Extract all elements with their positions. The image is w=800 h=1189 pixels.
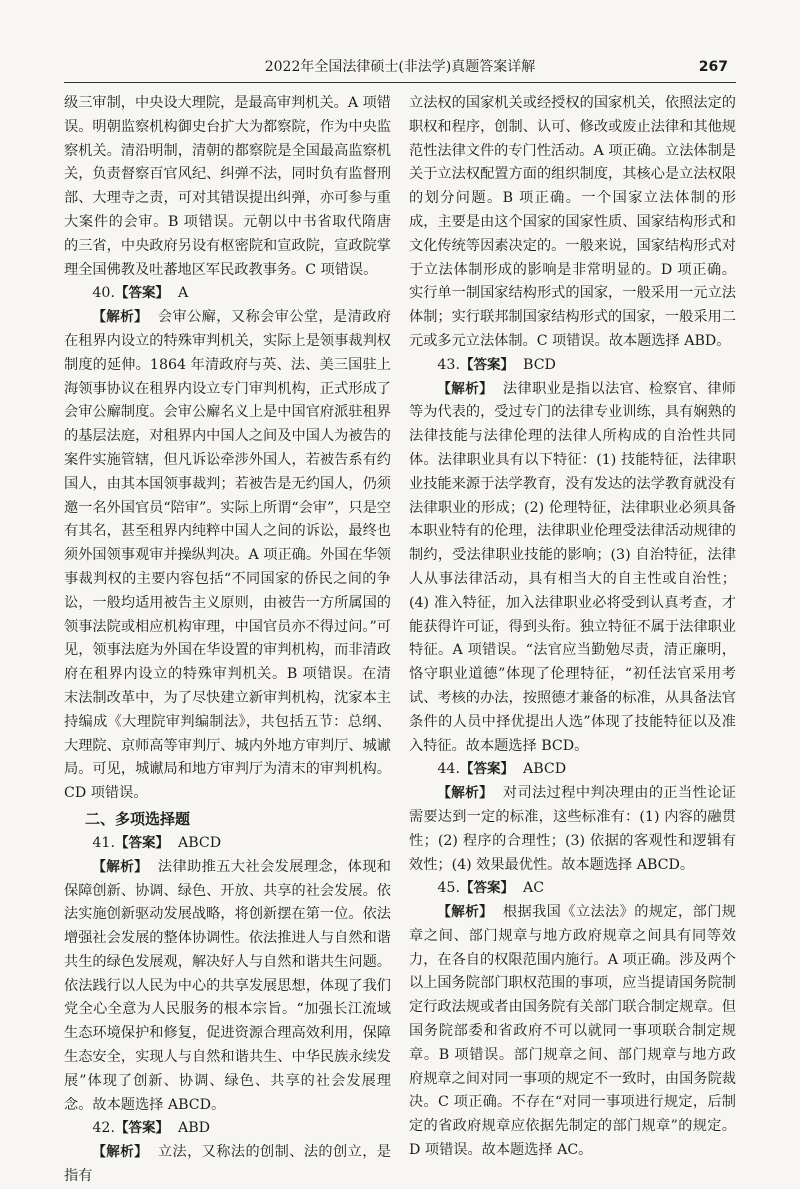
analysis-text: 会审公廨，又称会审公堂，是清政府在租界内设立的特殊审判机关，实际上是领事裁判权制度的延伸。1864 年清政府与英、法、美三国驻上海领事协议在租界内设立专门审判机构，正式形成了会审公廨制度。会审公廨名义上是中国官府派驻租界的基层法庭，对租界内中国人之间及中国人为被告的案件实施管辖，但凡诉讼牵涉外国人，若被告系有约国人，由其本国领事裁判；若被告是无约国人，仍须邀一名外国官员“陪审”。实际上所谓“会审”，只是空有其名，甚至租界内纯粹中国人之间的诉讼，最终也须外国领事观审并操纵判决。A 项正确。外国在华领事裁判权的主要内容包括“不同国家的侨民之间的争讼，一般均适用被告主义原则，由被告一方所属国的领事法院或相应机构审理，中国官员亦不得过问。”可见，领事法庭为外国在华设置的审判机构，而非清政府在租界内设立的特殊审判机关。B 项错误。在清末法制改革中，为了尽快建立新审判机构，沈家本主持编成《大理院审判编制法》，共包括五节：总纲、大理院、京师高等审判厅、城内外地方审判厅、城谳局。可见，城谳局和地方审判厅为清末的审判机构。CD 项错误。 — [64, 309, 391, 802]
answer-label: 【答案】 — [114, 1120, 169, 1137]
question-number: 42. — [92, 1120, 115, 1137]
question-number: 40. — [92, 285, 115, 302]
analysis-label: 【解析】 — [92, 309, 149, 326]
answer-label: 【答案】 — [459, 356, 514, 373]
answer-label: 【答案】 — [459, 880, 514, 897]
analysis-label: 【解析】 — [92, 1144, 149, 1161]
analysis-paragraph — [64, 1141, 391, 1189]
paragraph: 级三审制，中央设大理院，是最高审判机关。A 项错误。明朝监察机构御史台扩大为都察院，作为中央监察机关。清沿明制，清朝的都察院是全国最高监察机关，负责督察百官风纪、纠弹不法，同时负有监督刑部、大理寺之责，可对其错误提出纠弹，亦可参与重大案件的会审。B 项错误。元朝以中书省取代隋唐的三省，中央政府另设有枢密院和宣政院，宣政院掌理全国佛教及吐蕃地区军民政教事务。C 项错误。 — [64, 95, 391, 278]
analysis-paragraph — [64, 306, 391, 806]
analysis-label: 【解析】 — [437, 380, 494, 397]
right-column — [409, 92, 736, 1163]
analysis-label: 【解析】 — [437, 904, 494, 921]
header-title: 2022年全国法律硕士(非法学)真题答案详解 — [264, 59, 536, 75]
answer-label: 【答案】 — [114, 285, 169, 302]
answer-line — [64, 282, 391, 306]
analysis-paragraph — [409, 378, 736, 759]
analysis-text: 法律职业是指以法官、检察官、律师等为代表的，受过专门的法律专业训练，具有娴熟的法律技能与法律伦理的法律人所构成的自治性共同体。法律职业具有以下特征：(1) 技能特征，法律职业技能来源于法学教育，没有发达的法学教育就没有法律职业的形成；(2) 伦理特征，法律职业必须具备本职业特有的伦理，法律职业伦理受法律活动规律的制约，受法律职业技能的影响；(3) 自治特征，法律人从事法律活动，具有相当大的自主性或自治性；(4) 准入特征，加入法律职业必将受到认真考查，才能获得许可证，得到头衔。独立特征不属于法律职业特征。A 项错误。“法官应当勤勉尽责，清正廉明，恪守职业道德”体现了伦理特征，“初任法官采用考试、考核的办法，按照德才兼备的标准，从具备法官条件的人员中择优提出人选”体现了技能特征以及准入特征。故本题选择 BCD。 — [409, 380, 736, 754]
analysis-text: 对司法过程中判决理由的正当性论证需要达到一定的标准，这些标准有：(1) 内容的融贯性；(2) 程序的合理性；(3) 依据的客观性和逻辑有效性；(4) 效果最优性。故本题选择 ABCD。 — [409, 785, 736, 873]
analysis-paragraph — [409, 782, 736, 877]
question-number: 41. — [92, 834, 115, 851]
answer-value: A — [178, 285, 189, 302]
analysis-paragraph — [409, 901, 736, 1163]
analysis-label: 【解析】 — [437, 785, 494, 802]
analysis-text: 根据我国《立法法》的规定，部门规章之间、部门规章与地方政府规章之间具有同等效力，在各自的权限范围内施行。A 项正确。涉及两个以上国务院部门职权范围的事项，应当提请国务院制定行政法规或者由国务院有关部门联合制定规章。但国务院部委和省政府不可以就同一事项联合制定规章。B 项错误。部门规章之间、部门规章与地方政府规章之间对同一事项的规定不一致时，由国务院裁决。C 项正确。不存在“对同一事项进行规定，后制定的省政府规章应依据先制定的部门规章”的规定。D 项错误。故本题选择 AC。 — [409, 904, 736, 1159]
answer-value: ABCD — [178, 834, 222, 851]
answer-line — [409, 877, 736, 901]
question-number: 43. — [437, 356, 460, 373]
analysis-text: 法律助推五大社会发展理念，体现和保障创新、协调、绿色、开放、共享的社会发展。依法实施创新驱动发展战略，将创新摆在第一位。依法增强社会发展的整体协调性。依法推进人与自然和谐共生的绿色发展观，解决好人与自然和谐共生问题。依法践行以人民为中心的共享发展思想，体现了我们党全心全意为人民服务的根本宗旨。“加强长江流域生态环境保护和修复，促进资源合理高效利用，保障生态安全，实现人与自然和谐共生、中华民族永续发展”体现了创新、协调、绿色、共享的社会发展理念。故本题选择 ABCD。 — [64, 858, 391, 1113]
answer-value: ABCD — [523, 761, 567, 778]
question-number: 45. — [437, 880, 460, 897]
answer-value: ABD — [178, 1120, 211, 1137]
page-header — [64, 52, 736, 83]
analysis-label: 【解析】 — [92, 858, 149, 875]
question-number: 44. — [437, 761, 460, 778]
analysis-text: 立法，又称法的创制、法的创立，是指有 — [64, 1144, 391, 1185]
answer-label: 【答案】 — [114, 834, 169, 851]
left-column — [64, 92, 391, 1189]
page-number: 267 — [698, 59, 728, 75]
section-heading: 二、多项选择题 — [85, 809, 191, 828]
answer-value: BCD — [523, 356, 556, 373]
answer-line — [409, 354, 736, 378]
paragraph: 立法权的国家机关或经授权的国家机关，依照法定的职权和程序，创制、认可、修改或废止法律和其他规范性法律文件的专门性活动。A 项正确。立法体制是关于立法权配置方面的组织制度，其核心是立法权限的划分问题。B 项正确。一个国家立法体制的形成，主要是由这个国家的国家性质、国家结构形式和文化传统等因素决定的。一般来说，国家结构形式对于立法体制形成的影响是非常明显的。D 项正确。实行单一制国家结构形式的国家，一般采用一元立法体制；实行联邦制国家结构形式的国家，一般采用二元或多元立法体制。C 项错误。故本题选择 ABD。 — [409, 95, 736, 349]
answer-value: AC — [523, 880, 545, 897]
answer-label: 【答案】 — [459, 761, 514, 778]
analysis-paragraph — [64, 856, 391, 1118]
answer-line — [64, 1117, 391, 1141]
answer-line — [409, 758, 736, 782]
answer-line — [64, 832, 391, 856]
